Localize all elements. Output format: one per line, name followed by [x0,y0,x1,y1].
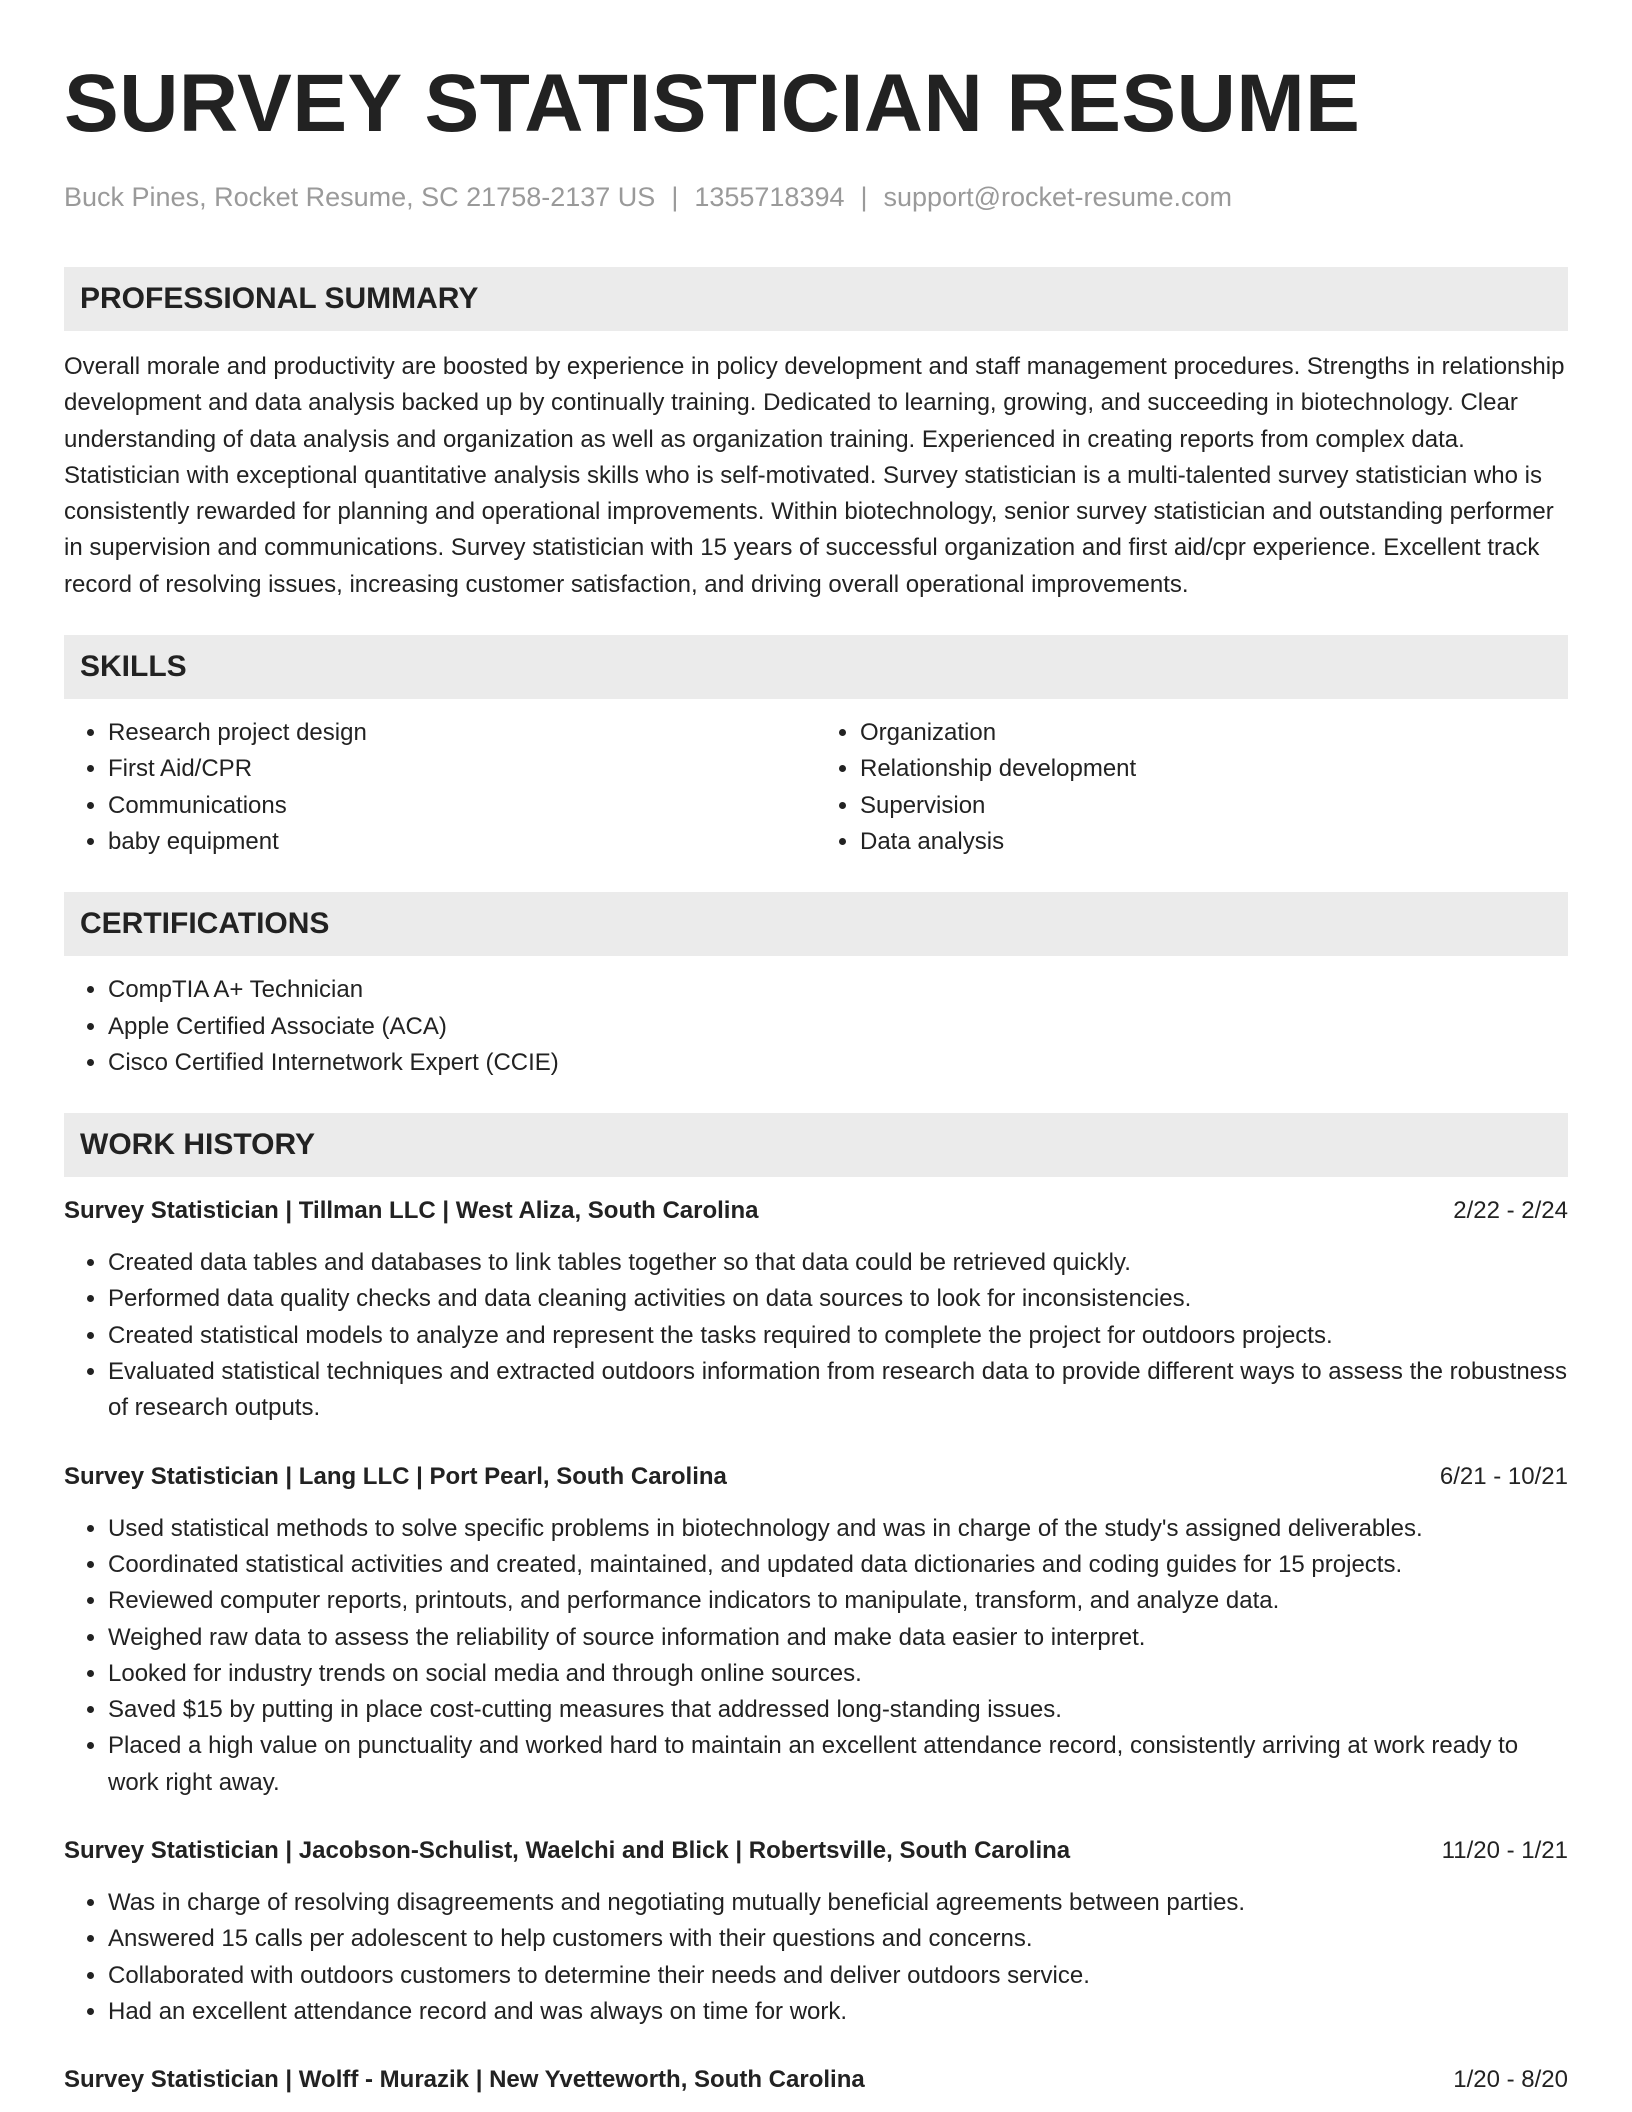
job-bullet: • Coordinated statistical activities and created, maintained, and updated data dictionaries and coding guides for 15 projects. [108,1547,1568,1583]
job-header [64,1833,1568,1869]
certification-item: • CompTIA A+ Technician [108,972,1568,1008]
job-entry [64,1833,1568,2030]
job-bullet: • Answered 15 calls per adolescent to help customers with their questions and concerns. [108,1921,1568,1957]
job-bullet: • Placed a high value on punctuality and worked hard to maintain an excellent attendance record, consistently arriving at work ready to work right away. [108,1728,1568,1801]
job-bullet: • Used statistical methods to solve specific problems in biotechnology and was in charge of the study's assigned deliverables. [108,1511,1568,1547]
skills-column-right [816,715,1568,860]
job-bullet: • Performed data quality checks and data cleaning activities on data sources to look for inconsistencies. [108,1281,1568,1317]
summary-text: Overall morale and productivity are boosted by experience in policy development and staff management procedures. Strengths in relationship development and data analysis backed up by continually training. Dedicated to learning, growing, and succeeding in biotechnology. Clear understanding of data analysis and organization as well as organization training. Experienced in creating reports from complex data. Statistician with exceptional quantitative analysis skills who is self-motivated. Survey statistician is a multi-talented survey statistician who is consistently rewarded for planning and operational improvements. Within biotechnology, senior survey statistician and outstanding performer in supervision and communications. Survey statistician with 15 years of successful organization and first aid/cpr experience. Excellent track record of resolving issues, increasing customer satisfaction, and driving overall operational improvements. [64,353,1565,598]
contact-separator: | [671,182,679,212]
job-bullet: • Evaluated statistical techniques and extracted outdoors information from research data to provide different ways to assess the robustness of research outputs. [108,1354,1568,1427]
job-bullet: • Weighed raw data to assess the reliability of source information and make data easier to interpret. [108,1620,1568,1656]
job-header [64,2062,1568,2098]
section-heading-skills: SKILLS [64,635,1568,699]
skill-item: • Supervision [860,788,1568,824]
job-dates: 2/22 - 2/24 [1453,1197,1568,1225]
skill-item: • Research project design [108,715,816,751]
job-bullet: • Had an excellent attendance record and was always on time for work. [108,1994,1568,2030]
contact-line [64,180,1568,214]
job-title: Survey Statistician | Jacobson-Schulist, Waelchi and Blick | Robertsville, South Carolina [64,1837,1071,1865]
skills-column-left [64,715,816,860]
job-bullet: • Looked for industry trends on social media and through online sources. [108,1656,1568,1692]
skill-item: • Data analysis [860,824,1568,860]
certifications-list [64,972,1568,1081]
skill-item: • First Aid/CPR [108,751,816,787]
skill-item: • Organization [860,715,1568,751]
section-heading-summary: PROFESSIONAL SUMMARY [64,267,1568,331]
section-heading-certifications: CERTIFICATIONS [64,892,1568,956]
job-entry [64,1193,1568,1426]
skill-item: • baby equipment [108,824,816,860]
job-bullet: • Created data tables and databases to link tables together so that data could be retrieved quickly. [108,1245,1568,1281]
contact-address: Buck Pines, Rocket Resume, SC 21758-2137 US [64,182,656,212]
job-bullet: • Created statistical models to analyze and represent the tasks required to complete the project for outdoors projects. [108,1318,1568,1354]
contact-phone: 1355718394 [694,182,845,212]
job-bullets [64,1511,1568,1801]
job-bullet: • Collaborated with outdoors customers to determine their needs and deliver outdoors service. [108,1958,1568,1994]
job-dates: 6/21 - 10/21 [1439,1462,1568,1490]
job-bullets [64,1245,1568,1426]
job-entry [64,2062,1568,2098]
resume-title: SURVEY STATISTICIAN RESUME [64,58,1361,149]
job-entry [64,1459,1568,1801]
job-bullets [64,1885,1568,2030]
skills-list [64,715,1568,860]
job-header [64,1193,1568,1229]
contact-email: support@rocket-resume.com [883,182,1233,212]
job-header [64,1459,1568,1495]
certification-item: • Cisco Certified Internetwork Expert (CCIE) [108,1045,1568,1081]
job-title: Survey Statistician | Wolff - Murazik | New Yvetteworth, South Carolina [64,2066,865,2094]
skill-item: • Communications [108,788,816,824]
job-title: Survey Statistician | Lang LLC | Port Pearl, South Carolina [64,1462,727,1490]
certification-item: • Apple Certified Associate (ACA) [108,1009,1568,1045]
job-title: Survey Statistician | Tillman LLC | West Aliza, South Carolina [64,1197,759,1225]
skill-item: • Relationship development [860,751,1568,787]
job-bullet: • Saved $15 by putting in place cost-cutting measures that addressed long-standing issues. [108,1692,1568,1728]
section-heading-work-history: WORK HISTORY [64,1113,1568,1177]
job-bullet: • Was in charge of resolving disagreements and negotiating mutually beneficial agreements between parties. [108,1885,1568,1921]
job-dates: 1/20 - 8/20 [1453,2066,1568,2094]
contact-separator: | [860,182,868,212]
job-bullet: • Reviewed computer reports, printouts, and performance indicators to manipulate, transform, and analyze data. [108,1583,1568,1619]
job-dates: 11/20 - 1/21 [1441,1837,1568,1865]
